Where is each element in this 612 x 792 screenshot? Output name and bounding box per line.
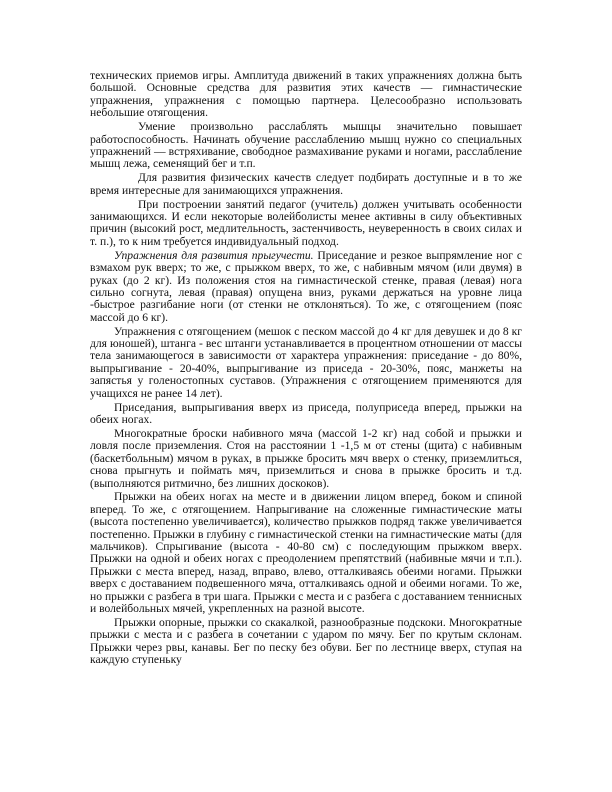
paragraph-8: Многократные броски набивного мяча (массой 1-2 кг) над собой и прыжки и ловля после приземления. Стоя на расстоянии 1 -1,5 м от стены (щита) с набивным (баскетбольным) мячом в руках, в прыжке бросить мяч вверх о стенку, приземлиться, снова прыгнуть и поймать мяч, приземлиться и снова в прыжке бросить и т.д. (выполняются ритмично, без лишних доскоков). <box>90 426 522 490</box>
paragraph-7: Приседания, выпрыгивания вверх из приседа, полуприседа вперед, прыжки на обеих ногах. <box>90 400 522 426</box>
paragraph-5-text: Приседание и резкое выпрямление ног с взмахом рук вверх; то же, с прыжком вверх, то же, с набивным мячом (или двумя) в руках (до 2 кг). Из положения стоя на гимнастической стенке, правая (левая) нога сильно согнута, левая (правая) опущена вниз, руками держаться на уровне лица -быстрое разгибание ноги (от стенки не отклоняться). То же, с отягощением (пояс массой до 6 кг). <box>90 248 522 324</box>
paragraph-5 <box>90 250 522 324</box>
paragraph-9: Прыжки на обеих ногах на месте и в движении лицом вперед, боком и спиной вперед. То же, с отягощением. Напрыгивание на сложенные гимнастические маты (высота постепенно увеличивается), количество прыжков подряд также увеличивается постепенно. Прыжки в глубину с гимнастической стенки на гимнастические маты (для мальчиков). Спрыгивание (высота - 40-80 см) с последующим прыжком вверх. Прыжки на одной и обеих ногах с преодолением препятствий (набивные мячи и т.п.). Прыжки с места вперед, назад, вправо, влево, отталкиваясь обеими ногами. Прыжки вверх с доставанием подвешенного мяча, отталкиваясь одной и обеими ногами. То же, но прыжки с разбега в три шага. Прыжки с места и с разбега с доставанием теннисных и волейбольных мячей, укрепленных на разной высоте. <box>90 490 522 616</box>
paragraph-3: Для развития физических качеств следует подбирать доступные и в то же время интересные для занимающихся упражнения. <box>90 171 522 197</box>
paragraph-4: При построении занятий педагог (учитель) должен учитывать особенности занимающихся. И если некоторые волейболисты менее активны в силу объективных причин (высокий рост, медлительность, застенчивость, неуверенность в своих силах и т. п.), то к ним требуется индивидуальный подход. <box>90 197 522 248</box>
paragraph-2: Умение произвольно расслаблять мышцы значительно повышает работоспособность. Начинать обучение расслаблению мышц нужно со специальных упражнений — встряхивание, свободное размахивание руками и ногами, расслабление мышц лежа, семенящий бег и т.п. <box>90 120 522 171</box>
paragraph-6: Упражнения с отягощением (мешок с песком массой до 4 кг для девушек и до 8 кг для юношей), штанга - вес штанги устанавливается в процентном отношении от массы тела занимающегося в зависимости от характера упражнения: приседание - до 80%, выпрыгивание - 20-40%, выпрыгивание из приседа - 20-30%, пояс, манжеты на запястья у голеностопных суставов. (Упражнения с отягощением применяются для учащихся не ранее 14 лет). <box>90 324 522 400</box>
paragraph-10: Прыжки опорные, прыжки со скакалкой, разнообразные подскоки. Многократные прыжки с места и с разбега в сочетании с ударом по мячу. Бег по крутым склонам. Прыжки через рвы, канавы. Бег по песку без обуви. Бег по лестнице вверх, ступая на каждую ступеньку <box>90 615 522 667</box>
section-heading: Упражнения для развития прыгучести. <box>114 248 314 262</box>
document-body <box>90 70 522 668</box>
paragraph-1: технических приемов игры. Амплитуда движений в таких упражнениях должна быть большой. Основные средства для развития этих качеств — гимнастические упражнения, упражнения с помощью партнера. Целесообразно использовать небольшие отягощения. <box>90 69 522 120</box>
